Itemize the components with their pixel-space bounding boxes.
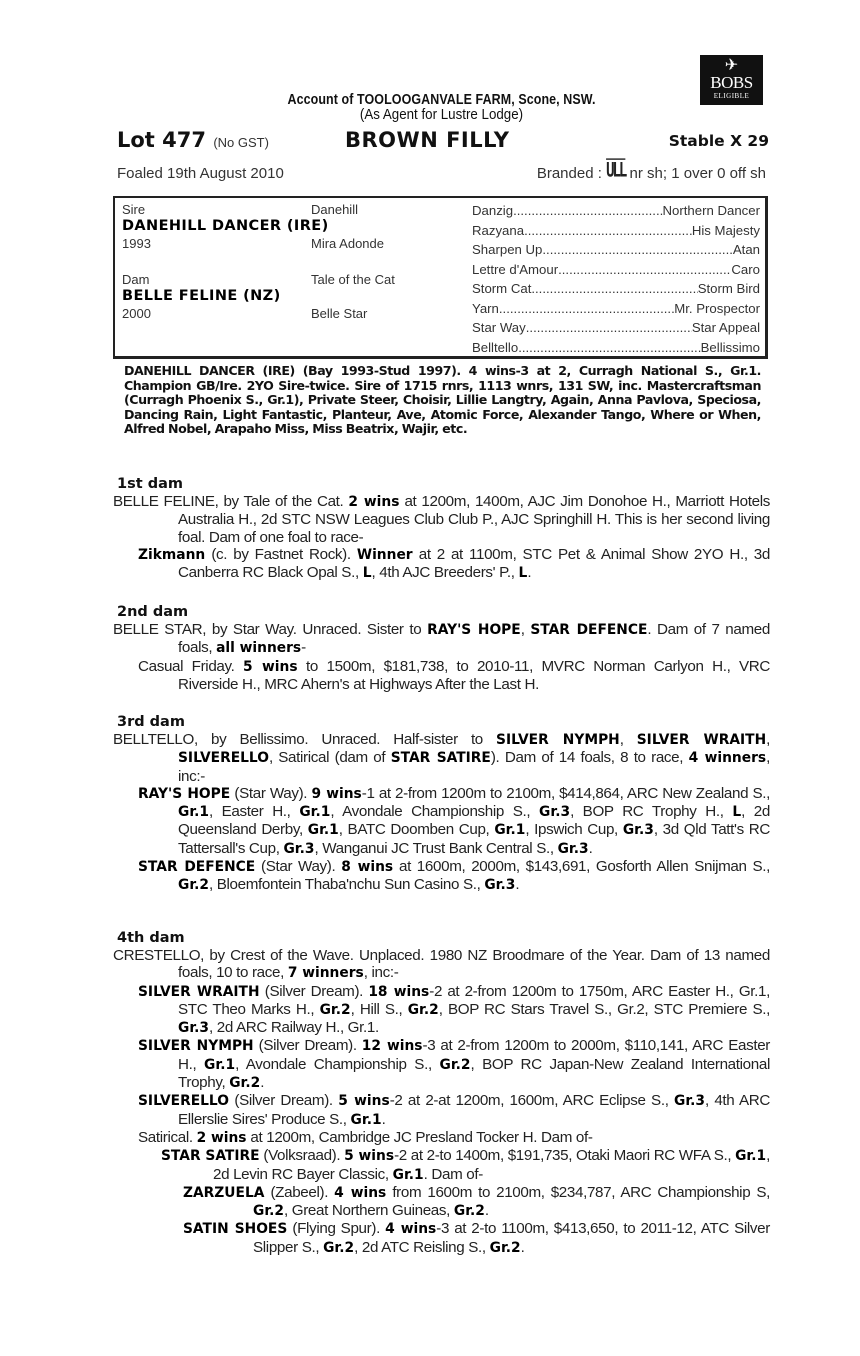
progeny-entry: Casual Friday. 5 wins to 1500m, $181,738, to 2010-11, MVRC Norman Carlyon H., VRC Riverside H., MRC Ahern's at Highways After the Last H. (138, 657, 770, 693)
bold-text: Gr.2 (323, 1239, 355, 1256)
bold-text: Gr.2 (253, 1203, 285, 1220)
lot-label: Lot 477 (117, 128, 206, 152)
progeny-entry: SATIN SHOES (Flying Spur). 4 wins-3 at 2-to 1100m, $413,650, to 2011-12, ATC Silver Slipper S., Gr.2, 2d ATC Reisling S., Gr.2. (183, 1220, 770, 1256)
bold-text: Gr.2 (229, 1075, 261, 1092)
bold-text: Gr.1 (204, 1056, 236, 1073)
progeny-entry: SILVERELLO (Silver Dream). 5 wins-2 at 2-at 1200m, 1600m, ARC Eclipse S., Gr.3, 4th ARC Ellerslie Sires' Produce S., Gr.1. (138, 1092, 771, 1128)
logo-subtext: ELIGIBLE (713, 92, 750, 100)
bold-text: 18 wins (368, 983, 430, 1000)
bold-text: 7 winners (287, 965, 364, 982)
grandparent-row: Yarn ..... Mr. Prospector (472, 300, 760, 320)
bold-text: SILVER WRAITH (138, 983, 260, 1000)
progeny-entry: Zikmann (c. by Fastnet Rock). Winner at 2 at 1100m, STC Pet & Animal Show 2YO H., 3d Canberra RC Black Opal S., L, 4th AJC Breeders' P., L. (138, 545, 770, 582)
grandparent-row: Danzig ..... Northern Dancer (472, 202, 760, 222)
pedigree-grandparents (472, 202, 760, 358)
section-heading: 4th dam (117, 930, 185, 946)
bold-text: 4 wins (385, 1221, 437, 1238)
bold-text: Gr.2 (319, 1001, 351, 1018)
bold-text: Gr.1 (178, 804, 210, 821)
section-heading: 3rd dam (117, 714, 185, 730)
bold-text: 12 wins (361, 1038, 423, 1055)
progeny-entry: SILVER WRAITH (Silver Dream). 18 wins-2 at 2-from 1200m to 1750m, ARC Easter H., Gr.1, STC Theo Marks H., Gr.2, Hill S., Gr.2, BOP RC Stars Travel S., Gr.2, STC Premiere S., Gr.3, 2d ARC Railway H., Gr.1. (138, 982, 770, 1037)
section-heading: 1st dam (117, 476, 183, 492)
grandparent-row: Lettre d'Amour ..... Caro (472, 261, 760, 281)
bold-text: Gr.2 (489, 1239, 521, 1256)
dam-sire: Tale of the Cat (311, 272, 395, 287)
grandparent-row: Belltello ..... Bellissimo (472, 339, 760, 359)
dam-section-4 (113, 930, 770, 1257)
bold-text: Gr.2 (439, 1056, 471, 1073)
bold-text: 9 wins (311, 785, 362, 802)
bold-text: Zikmann (138, 546, 206, 563)
grandparent-row: Star Way ..... Star Appeal (472, 319, 760, 339)
branded-details: nr sh; 1 over 0 off sh (629, 165, 766, 182)
dam-section-2 (113, 604, 770, 693)
bold-text: all winners (216, 640, 302, 657)
bold-text: Gr.3 (283, 840, 315, 857)
bold-text: 5 wins (344, 1148, 395, 1165)
bold-text: 5 wins (338, 1093, 390, 1110)
sire-label: Sire (122, 202, 146, 217)
vendor-agent: (As Agent for Lustre Lodge) (359, 107, 524, 123)
horse-icon: ✈ (724, 57, 739, 74)
bold-text: Winner (356, 546, 413, 563)
bold-text: SILVER NYMPH (138, 1038, 254, 1055)
dam-entry: BELLTELLO, by Bellissimo. Unraced. Half-sister to SILVER NYMPH, SILVER WRAITH, SILVERELLO, Satirical (dam of STAR SATIRE). Dam of 14 foals, 8 to race, 4 winners, inc:- (113, 731, 770, 785)
bold-text: STAR DEFENCE (138, 859, 256, 876)
sire-year: 1993 (122, 236, 151, 251)
lot-header (117, 128, 769, 156)
brand-mark-icon: $\overline{ULL}$ (606, 159, 626, 183)
progeny-entry: SILVER NYMPH (Silver Dream). 12 wins-3 at 2-from 1200m to 2000m, $110,141, ARC Easter H., Gr.1, Avondale Championship S., Gr.2, BOP RC Japan-New Zealand International Trophy, Gr.2. (138, 1037, 771, 1092)
bold-text: SATIN SHOES (183, 1221, 288, 1238)
bold-text: Gr.1 (392, 1166, 424, 1183)
bold-text: Gr.2 (407, 1001, 439, 1018)
dam-section-3 (113, 714, 770, 895)
horse-description: BROWN FILLY (345, 128, 510, 152)
bold-text: SILVERELLO (138, 1093, 229, 1110)
bold-text: Gr.1 (735, 1148, 767, 1165)
bold-text: ZARZUELA (183, 1184, 265, 1201)
dam-label: Dam (122, 272, 150, 287)
bold-text: 5 wins (243, 658, 298, 675)
pedigree-table (113, 196, 768, 359)
bold-text: Gr.2 (178, 877, 210, 894)
pedigree-parents (122, 202, 462, 322)
vendor-account: Account of TOOLOOGANVALE FARM, Scone, NSW. (287, 92, 596, 108)
progeny-entry: ZARZUELA (Zabeel). 4 wins from 1600m to 2100m, $234,787, ARC Championship S, Gr.2, Great Northern Guineas, Gr.2. (183, 1183, 770, 1220)
bold-text: L (518, 565, 528, 582)
gst-note: (No GST) (213, 135, 269, 150)
dam-section-1 (113, 476, 770, 582)
bold-text: Gr.1 (307, 822, 339, 839)
bold-text: SILVERELLO (178, 750, 269, 767)
bold-text: Gr.3 (674, 1093, 706, 1110)
bold-text: 8 wins (341, 859, 394, 876)
sire-summary: DANEHILL DANCER (IRE) (Bay 1993-Stud 1997). 4 wins-3 at 2, Curragh National S., Gr.1. Champion GB/Ire. 2YO Sire-twice. Sire of 1715 rnrs, 1113 wnrs, 131 SW, inc. Mastercraftsman (Curragh Phoenix S., Gr.1), Private Steer, Choisir, Lillie Langtry, Again, Anna Pavlova, Speciosa, Dancing Rain, Light Fantastic, Planteur, Ave, Atomic Force, Alexander Tango, Where or When, Alfred Nobel, Arapaho Miss, Miss Beatrix, Wajir, etc. (124, 363, 761, 436)
bold-text: L (732, 804, 742, 821)
branded-info (536, 159, 766, 183)
dam-name: BELLE FELINE (NZ) (122, 288, 281, 304)
bold-text: SILVER WRAITH (636, 732, 767, 748)
bold-text: SILVER NYMPH (496, 732, 620, 748)
bold-text: Gr.3 (539, 804, 571, 821)
bold-text: Gr.3 (622, 822, 654, 839)
bold-text: RAY'S HOPE (138, 785, 231, 802)
dam-entry: CRESTELLO, by Crest of the Wave. Unplaced. 1980 NZ Broodmare of the Year. Dam of 13 named foals, 10 to race, 7 winners, inc:- (113, 947, 770, 982)
sire-name: DANEHILL DANCER (IRE) (122, 218, 329, 234)
bold-text: 4 wins (334, 1184, 387, 1201)
progeny-entry: STAR DEFENCE (Star Way). 8 wins at 1600m, 2000m, $143,691, Gosforth Allen Snijman S., Gr.2, Bloemfontein Thaba'nchu Sun Casino S., Gr.3. (138, 858, 770, 894)
bold-text: L (362, 565, 372, 582)
bold-text: 2 wins (196, 1129, 247, 1146)
branded-label: Branded : (536, 165, 602, 182)
dam-dam: Belle Star (311, 306, 368, 321)
grandparent-row: Sharpen Up ..... Atan (472, 241, 760, 261)
logo-text: BOBS (710, 73, 753, 92)
bold-text: 2 wins (348, 494, 400, 510)
bold-text: Gr.2 (453, 1203, 485, 1220)
stable-number: Stable X 29 (668, 132, 769, 150)
bold-text: Gr.1 (494, 822, 526, 839)
foaled-date: Foaled 19th August 2010 (117, 165, 284, 182)
bold-text: RAY'S HOPE (427, 622, 521, 638)
section-heading: 2nd dam (117, 604, 189, 620)
bold-text: Gr.1 (299, 804, 331, 821)
lot-number (117, 128, 269, 152)
bold-text: STAR SATIRE (390, 750, 491, 767)
dam-year: 2000 (122, 306, 151, 321)
bold-text: Gr.1 (350, 1111, 382, 1128)
progeny-entry: STAR SATIRE (Volksraad). 5 wins-2 at 2-to 1400m, $191,735, Otaki Maori RC WFA S., Gr.1, 2d Levin RC Bayer Classic, Gr.1. Dam of- (161, 1147, 770, 1183)
progeny-entry: Satirical. 2 wins at 1200m, Cambridge JC Presland Tocker H. Dam of- (138, 1128, 593, 1146)
bold-text: Gr.3 (484, 877, 516, 894)
bold-text: Gr.3 (178, 1020, 210, 1037)
sire-dam: Mira Adonde (311, 236, 384, 251)
bold-text: Gr.3 (557, 840, 589, 857)
progeny-entry: RAY'S HOPE (Star Way). 9 wins-1 at 2-from 1200m to 2100m, $414,864, ARC New Zealand S., Gr.1, Easter H., Gr.1, Avondale Championship S., Gr.3, BOP RC Trophy H., L, 2d Queensland Derby, Gr.1, BATC Doomben Cup, Gr.1, Ipswich Cup, Gr.3, 3d Qld Tatt's RC Tattersall's Cup, Gr.3, Wanganui JC Trust Bank Central S., Gr.3. (138, 784, 771, 857)
sire-sire: Danehill (311, 202, 358, 217)
grandparent-row: Storm Cat ..... Storm Bird (472, 280, 760, 300)
bold-text: 4 winners (688, 750, 767, 767)
bold-text: STAR SATIRE (161, 1148, 260, 1165)
dam-entry: BELLE STAR, by Star Way. Unraced. Sister to RAY'S HOPE, STAR DEFENCE. Dam of 7 named foals, all winners- (113, 621, 770, 657)
grandparent-row: Razyana ..... His Majesty (472, 222, 760, 242)
bold-text: STAR DEFENCE (530, 622, 648, 638)
dam-entry: BELLE FELINE, by Tale of the Cat. 2 wins at 1200m, 1400m, AJC Jim Donohoe H., Marriott Hotels Australia H., 2d STC NSW Leagues Club Club P., AJC Springhill H. This is her second living foal. Dam of one foal to race- (113, 493, 770, 546)
